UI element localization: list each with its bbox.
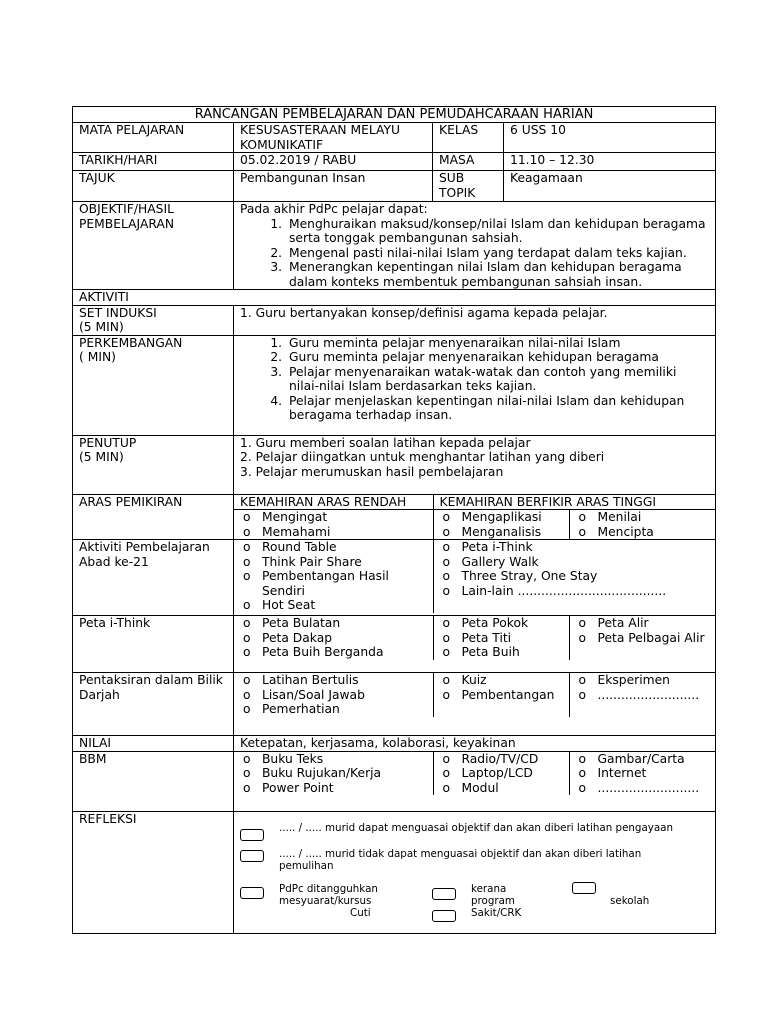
bbm-grid <box>234 751 716 811</box>
aras-pemikiran-label: ARAS PEMIKIRAN <box>73 494 234 540</box>
objektif-label: OBJEKTIF/HASIL PEMBELAJARAN <box>73 202 234 290</box>
peta-item: o Peta Pokok <box>440 616 563 631</box>
refleksi-pengayaan: ..... / ..... murid dapat menguasai objektif dan akan diberi latihan pengayaan <box>279 821 674 834</box>
bbm-list-3 <box>576 752 710 796</box>
rph-table <box>72 106 716 934</box>
kelas-label: KELAS <box>433 123 504 153</box>
aras-tinggi-head: KEMAHIRAN BERFIKIR ARAS TINGGI <box>433 495 715 510</box>
bbm-list-1 <box>240 752 427 796</box>
pentaksiran-list-2 <box>440 673 563 702</box>
objektif-intro: Pada akhir PdPc pelajar dapat: <box>240 202 428 216</box>
refleksi-checkbox[interactable] <box>240 829 264 841</box>
bbm-item: o Power Point <box>240 781 427 796</box>
perkembangan-item: 2. Guru meminta pelajar menyenaraikan kehidupan beragama <box>286 350 709 365</box>
peta-ithink-grid <box>234 616 716 673</box>
bbm-item: o Laptop/LCD <box>440 766 563 781</box>
peta-item: o Peta Pelbagai Alir <box>576 631 710 646</box>
refleksi-kerana: kerana <box>471 882 507 895</box>
aras-tinggi-list-a <box>440 510 563 539</box>
aras-item: o Memahami <box>240 525 427 540</box>
mata-pelajaran-value: KESUSASTERAAN MELAYU KOMUNIKATIF <box>234 123 433 153</box>
refleksi-label: REFLEKSI <box>73 811 234 933</box>
peta-item: o Peta Dakap <box>240 631 427 646</box>
aras-tinggi-list-b <box>576 510 710 539</box>
penutup-content <box>234 435 716 494</box>
aras-item: o Mencipta <box>576 525 710 540</box>
perkembangan-item: 3. Pelajar menyenaraikan watak-watak dan contoh yang memiliki nilai-nilai Islam berdasarkan teks kajian. <box>286 365 709 394</box>
bbm-item: o Gambar/Carta <box>576 752 710 767</box>
aras-rendah-list <box>240 510 427 539</box>
objektif-item: 2. Mengenal pasti nilai-nilai Islam yang terdapat dalam teks kajian. <box>286 246 709 261</box>
set-induksi-text: 1. Guru bertanyakan konsep/definisi agama kepada pelajar. <box>234 305 716 335</box>
abad21-grid <box>234 540 716 616</box>
refleksi-checkbox[interactable] <box>432 910 456 922</box>
refleksi-mesyuarat: mesyuarat/kursus <box>279 894 372 907</box>
abad21-item: o Hot Seat <box>240 598 427 613</box>
refleksi-content <box>234 811 716 933</box>
bbm-label: BBM <box>73 751 234 811</box>
perkembangan-list <box>240 336 709 423</box>
mata-pelajaran-label: MATA PELAJARAN <box>73 123 234 153</box>
abad21-item: o Round Table <box>240 540 427 555</box>
refleksi-pdpc: PdPc ditangguhkan <box>279 882 378 895</box>
abad21-item: o Three Stray, One Stay <box>440 569 710 584</box>
peta-item: o Peta Alir <box>576 616 710 631</box>
bbm-item: o Radio/TV/CD <box>440 752 563 767</box>
subtopik-value: Keagamaan <box>504 171 716 202</box>
pentaksiran-item: o Eksperimen <box>576 673 710 688</box>
set-induksi-time: (5 MIN) <box>79 320 124 334</box>
aras-item: o Menganalisis <box>440 525 563 540</box>
aktiviti-header: AKTIVITI <box>73 290 716 306</box>
objektif-list <box>240 217 709 290</box>
tajuk-value: Pembangunan Insan <box>234 171 433 202</box>
refleksi-checkbox[interactable] <box>240 850 264 862</box>
perkembangan-title: PERKEMBANGAN <box>79 335 183 350</box>
penutup-line: 3. Pelajar merumuskan hasil pembelajaran <box>240 464 504 479</box>
bbm-list-2 <box>440 752 563 796</box>
perkembangan-content <box>234 335 716 435</box>
peta-list-3 <box>576 616 710 645</box>
bbm-item: o Internet <box>576 766 710 781</box>
abad21-item: o Pembentangan Hasil Sendiri <box>240 569 427 598</box>
objektif-content <box>234 202 716 290</box>
pentaksiran-item: o Kuiz <box>440 673 563 688</box>
peta-item: o Peta Buih <box>440 645 563 660</box>
peta-item: o Peta Titi <box>440 631 563 646</box>
refleksi-cuti: Cuti <box>350 906 371 919</box>
pentaksiran-list-3 <box>576 673 710 702</box>
refleksi-checkbox[interactable] <box>240 887 264 899</box>
penutup-label <box>73 435 234 494</box>
refleksi-checkbox[interactable] <box>432 888 456 900</box>
peta-list-2 <box>440 616 563 660</box>
pentaksiran-item: o Pemerhatian <box>240 702 427 717</box>
peta-item: o Peta Buih Berganda <box>240 645 427 660</box>
perkembangan-item: 1. Guru meminta pelajar menyenaraikan nilai-nilai Islam <box>286 336 709 351</box>
aras-item: o Menilai <box>576 510 710 525</box>
peta-item: o Peta Bulatan <box>240 616 427 631</box>
refleksi-sakit: Sakit/CRK <box>471 906 522 919</box>
objektif-item: 1. Menghuraikan maksud/konsep/nilai Islam dan kehidupan beragama serta tonggak pembangunan sahsiah. <box>286 217 709 246</box>
objektif-item: 3. Menerangkan kepentingan nilai Islam dan kehidupan beragama dalam konteks membentuk pembangunan sahsiah insan. <box>286 260 709 289</box>
aras-rendah-head: KEMAHIRAN ARAS RENDAH <box>234 495 433 510</box>
aras-item: o Mengingat <box>240 510 427 525</box>
abad21-list-1 <box>240 540 427 613</box>
pentaksiran-item: o .......................... <box>576 688 710 703</box>
nilai-label: NILAI <box>73 736 234 752</box>
set-induksi-label <box>73 305 234 335</box>
perkembangan-label <box>73 335 234 435</box>
refleksi-sekolah: sekolah <box>610 894 650 907</box>
pentaksiran-item: o Pembentangan <box>440 688 563 703</box>
bbm-item: o Modul <box>440 781 563 796</box>
penutup-time: (5 MIN) <box>79 450 124 464</box>
tarikh-value: 05.02.2019 / RABU <box>234 153 433 171</box>
perkembangan-item: 4. Pelajar menjelaskan kepentingan nilai-nilai Islam dan kehidupan beragama terhadap insan. <box>286 394 709 423</box>
penutup-line: 2. Pelajar diingatkan untuk menghantar latihan yang diberi <box>240 450 605 464</box>
peta-ithink-label: Peta i-Think <box>73 616 234 673</box>
pentaksiran-grid <box>234 673 716 736</box>
set-induksi-title: SET INDUKSI <box>79 305 157 320</box>
abad21-item: o Peta i-Think <box>440 540 710 555</box>
document-title: RANCANGAN PEMBELAJARAN DAN PEMUDAHCARAAN HARIAN <box>73 107 716 123</box>
pentaksiran-item: o Latihan Bertulis <box>240 673 427 688</box>
abad21-item: o Think Pair Share <box>240 555 427 570</box>
perkembangan-time: ( MIN) <box>79 350 116 364</box>
penutup-line: 1. Guru memberi soalan latihan kepada pelajar <box>240 435 531 450</box>
abad21-list-2 <box>440 540 710 598</box>
abad21-item: o Lain-lain ...................................... <box>440 584 710 599</box>
tarikh-label: TARIKH/HARI <box>73 153 234 171</box>
masa-label: MASA <box>433 153 504 171</box>
refleksi-checkbox[interactable] <box>572 882 596 894</box>
pentaksiran-label: Pentaksiran dalam Bilik Darjah <box>73 673 234 736</box>
penutup-title: PENUTUP <box>79 435 137 450</box>
subtopik-label: SUB TOPIK <box>433 171 504 202</box>
peta-list-1 <box>240 616 427 660</box>
nilai-value: Ketepatan, kerjasama, kolaborasi, keyakinan <box>234 736 716 752</box>
bbm-item: o Buku Teks <box>240 752 427 767</box>
aras-item: o Mengaplikasi <box>440 510 563 525</box>
bbm-item: o .......................... <box>576 781 710 796</box>
pentaksiran-list-1 <box>240 673 427 717</box>
bbm-item: o Buku Rujukan/Kerja <box>240 766 427 781</box>
masa-value: 11.10 – 12.30 <box>504 153 716 171</box>
kelas-value: 6 USS 10 <box>504 123 716 153</box>
refleksi-program: program <box>471 894 515 907</box>
abad21-item: o Gallery Walk <box>440 555 710 570</box>
tajuk-label: TAJUK <box>73 171 234 202</box>
aras-pemikiran-grid <box>234 494 716 540</box>
refleksi-pemulihan-a: ..... / ..... murid tidak dapat menguasai objektif dan akan diberi latihan <box>279 847 642 860</box>
pentaksiran-item: o Lisan/Soal Jawab <box>240 688 427 703</box>
abad21-label: Aktiviti Pembelajaran Abad ke-21 <box>73 540 234 616</box>
refleksi-pemulihan-b: pemulihan <box>279 859 334 872</box>
